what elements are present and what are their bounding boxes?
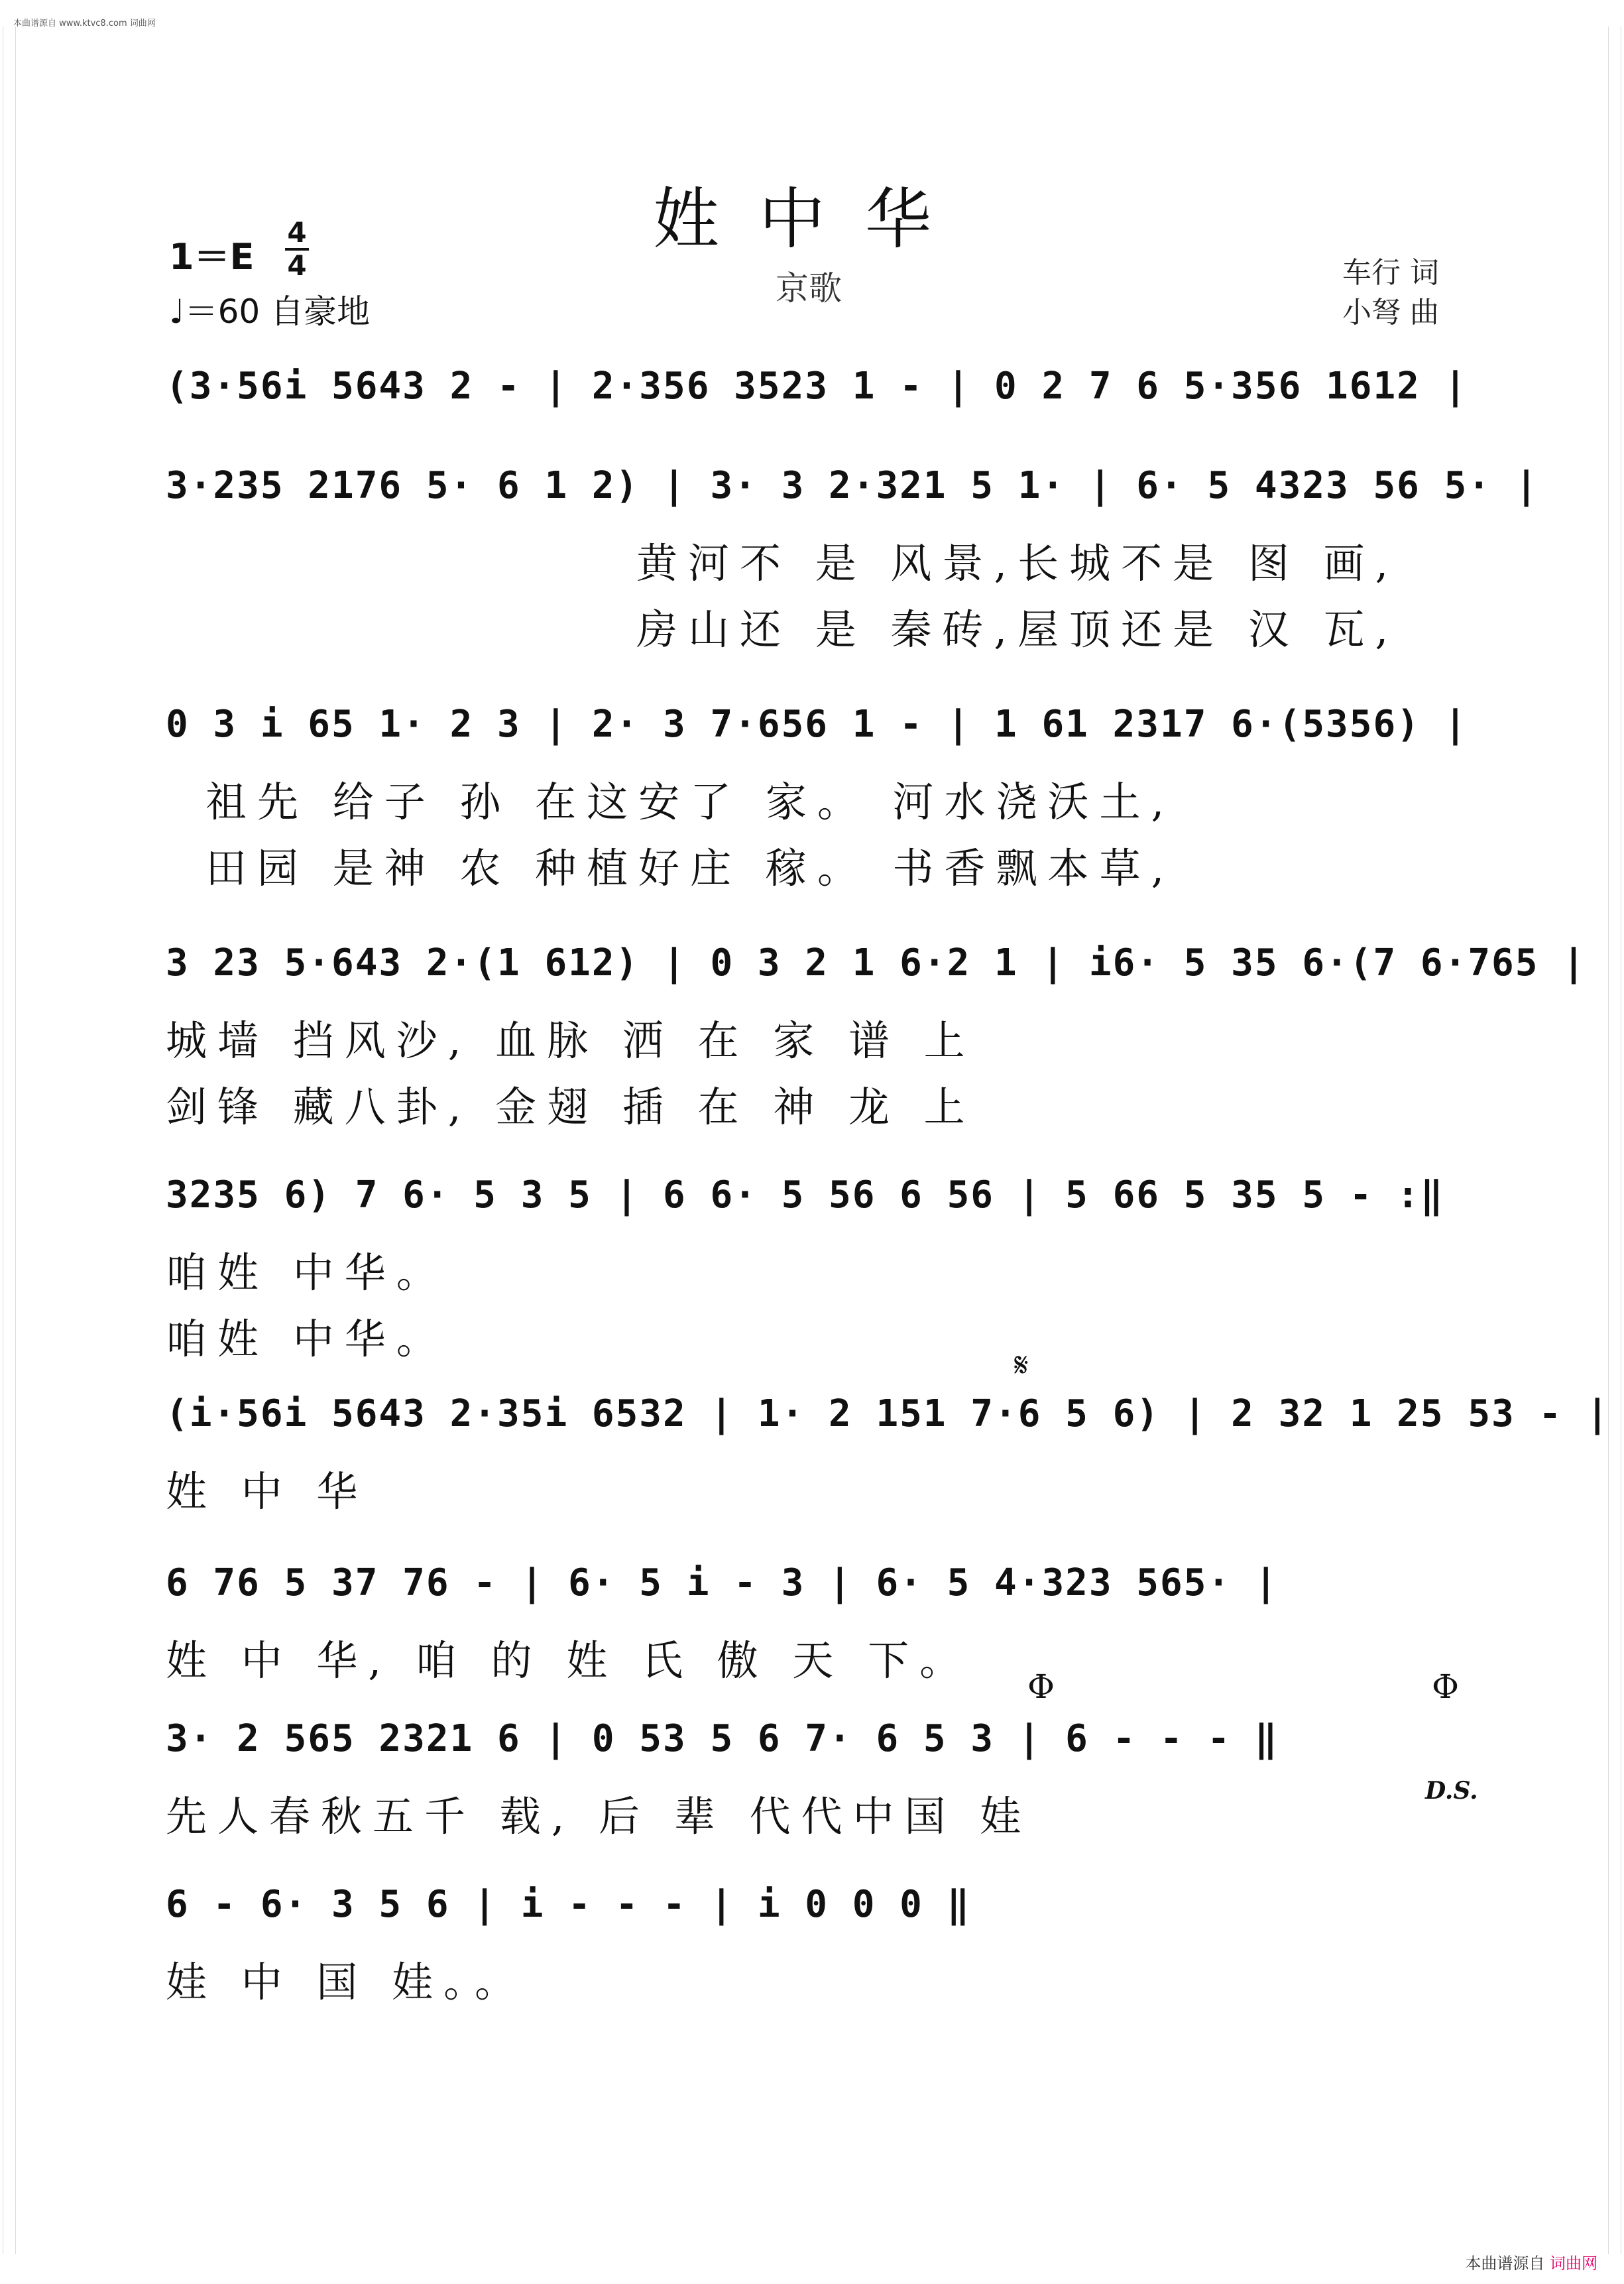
lyricist-credit: 车行 词 [1342, 256, 1439, 290]
key-signature: 1＝E [169, 236, 255, 278]
dal-segno-marking: D.S. [1425, 1777, 1478, 1805]
notation-line: 0 3 i 65 1· 2 3 | 2· 3 7·656 1 - | 1 61 2317 6·(5356) | [166, 703, 1468, 746]
lyric-verse-1: 娃 中 国 娃。。 [166, 1958, 527, 2006]
footer-brand: 词曲网 [1550, 2254, 1597, 2273]
lyric-verse-1: 先人春秋五千 载, 后 辈 代代中国 娃 [166, 1792, 1032, 1840]
lyric-verse-2: 田园 是神 农 种植好庄 稼。 书香飘本草, [205, 844, 1175, 892]
lyric-verse-2: 房山还 是 秦砖,屋顶还是 汉 瓦, [636, 605, 1399, 654]
notation-line: (3·56i 5643 2 - | 2·356 3523 1 - | 0 2 7 6 5·356 1612 | [166, 365, 1468, 408]
notation-line: (i·56i 5643 2·35i 6532 | 1· 2 151 7·6 5 6) | 2 32 1 25 53 - | [166, 1392, 1610, 1435]
coda-sign-left: Φ [1027, 1667, 1055, 1706]
notation-line: 6 - 6· 3 5 6 | i - - - | i 0 0 0 ‖ [166, 1883, 971, 1926]
tempo-marking: ♩＝60 自豪地 [169, 292, 371, 331]
notation-line: 3·235 2176 5· 6 1 2) | 3· 3 2·321 5 1· | 6· 5 4323 56 5· | [166, 464, 1539, 507]
lyric-verse-2: 剑锋 藏八卦, 金翅 插 在 神 龙 上 [166, 1083, 976, 1131]
notation-line: 3· 2 565 2321 6 | 0 53 5 6 7· 6 5 3 | 6 - - - ‖ [166, 1717, 1279, 1760]
lyric-verse-2: 咱姓 中华。 [166, 1315, 448, 1363]
segno-sign: 𝄋 [1014, 1346, 1029, 1384]
lyric-verse-1: 姓 中 华, 咱 的 姓 氏 傲 天 下。 [166, 1636, 972, 1685]
lyric-verse-1: 黄河不 是 风景,长城不是 图 画, [636, 539, 1399, 587]
left-watermark-strip [3, 27, 16, 2254]
notation-line: 3235 6) 7 6· 5 3 5 | 6 6· 5 56 6 56 | 5 66 5 35 5 - :‖ [166, 1173, 1444, 1217]
composer-credit: 小弩 曲 [1342, 296, 1439, 330]
song-genre: 京歌 [776, 269, 842, 308]
notation-line: 6 76 5 37 76 - | 6· 5 i - 3 | 6· 5 4·323 565· | [166, 1561, 1279, 1604]
notation-line: 3 23 5·643 2·(1 612) | 0 3 2 1 6·2 1 | i6· 5 35 6·(7 6·765 | [166, 941, 1586, 985]
song-title: 姓中华 [653, 180, 971, 258]
source-header: 本曲谱源自 www.ktvc8.com 词曲网 [13, 19, 156, 29]
meter-top: 4 [287, 216, 307, 249]
time-signature [285, 216, 309, 282]
right-watermark-strip [1608, 27, 1621, 2254]
coda-sign-right: Φ [1432, 1667, 1459, 1706]
lyric-verse-1: 咱姓 中华。 [166, 1248, 448, 1297]
lyric-verse-1: 祖先 给子 孙 在这安了 家。 河水浇沃土, [205, 778, 1175, 826]
lyric-verse-1: 姓 中 华 [166, 1467, 369, 1516]
lyric-verse-1: 城墙 挡风沙, 血脉 洒 在 家 谱 上 [166, 1016, 976, 1065]
page-footer [1465, 2250, 1597, 2273]
footer-source: 本曲谱源自 [1465, 2254, 1545, 2273]
meter-bottom: 4 [287, 249, 307, 282]
